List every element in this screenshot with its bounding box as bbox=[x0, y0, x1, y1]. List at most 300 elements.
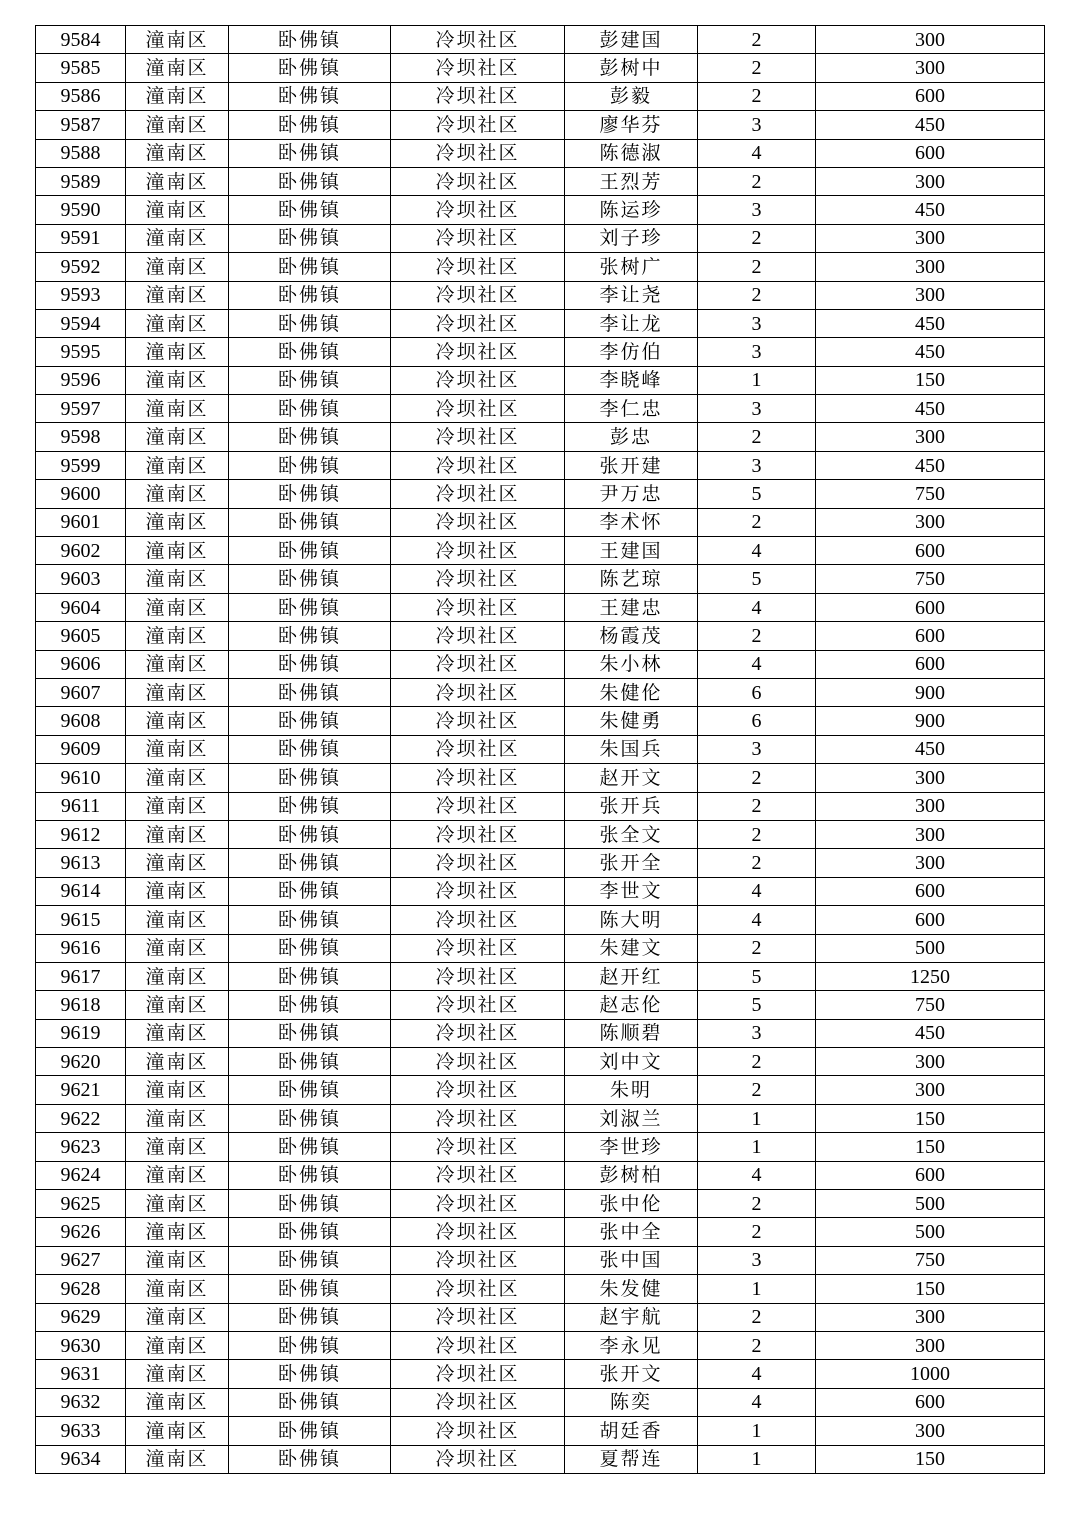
persons-cell: 1 bbox=[698, 1275, 816, 1303]
persons-cell: 2 bbox=[698, 764, 816, 792]
name-cell: 朱健勇 bbox=[565, 707, 698, 735]
table-row bbox=[36, 792, 1045, 820]
town-cell: 卧佛镇 bbox=[229, 1161, 391, 1189]
town-cell: 卧佛镇 bbox=[229, 678, 391, 706]
amount-cell: 300 bbox=[816, 253, 1045, 281]
town-cell: 卧佛镇 bbox=[229, 622, 391, 650]
district-cell: 潼南区 bbox=[126, 196, 229, 224]
table-row bbox=[36, 820, 1045, 848]
table-row bbox=[36, 1388, 1045, 1416]
name-cell: 王烈芳 bbox=[565, 167, 698, 195]
persons-cell: 3 bbox=[698, 395, 816, 423]
town-cell: 卧佛镇 bbox=[229, 735, 391, 763]
community-cell: 冷坝社区 bbox=[391, 1417, 565, 1445]
district-cell: 潼南区 bbox=[126, 1275, 229, 1303]
table-row bbox=[36, 1104, 1045, 1132]
amount-cell: 500 bbox=[816, 1218, 1045, 1246]
row-number: 9587 bbox=[36, 111, 126, 139]
table-row bbox=[36, 480, 1045, 508]
town-cell: 卧佛镇 bbox=[229, 1218, 391, 1246]
community-cell: 冷坝社区 bbox=[391, 281, 565, 309]
row-number: 9612 bbox=[36, 820, 126, 848]
district-cell: 潼南区 bbox=[126, 1104, 229, 1132]
district-cell: 潼南区 bbox=[126, 1190, 229, 1218]
table-row bbox=[36, 650, 1045, 678]
district-cell: 潼南区 bbox=[126, 54, 229, 82]
persons-cell: 6 bbox=[698, 707, 816, 735]
district-cell: 潼南区 bbox=[126, 650, 229, 678]
district-cell: 潼南区 bbox=[126, 111, 229, 139]
district-cell: 潼南区 bbox=[126, 565, 229, 593]
table-row bbox=[36, 678, 1045, 706]
town-cell: 卧佛镇 bbox=[229, 537, 391, 565]
town-cell: 卧佛镇 bbox=[229, 26, 391, 54]
persons-cell: 2 bbox=[698, 820, 816, 848]
town-cell: 卧佛镇 bbox=[229, 934, 391, 962]
row-number: 9584 bbox=[36, 26, 126, 54]
district-cell: 潼南区 bbox=[126, 962, 229, 990]
row-number: 9589 bbox=[36, 167, 126, 195]
district-cell: 潼南区 bbox=[126, 451, 229, 479]
town-cell: 卧佛镇 bbox=[229, 196, 391, 224]
community-cell: 冷坝社区 bbox=[391, 537, 565, 565]
amount-cell: 500 bbox=[816, 934, 1045, 962]
table-row bbox=[36, 1019, 1045, 1047]
name-cell: 赵志伦 bbox=[565, 991, 698, 1019]
row-number: 9599 bbox=[36, 451, 126, 479]
name-cell: 王建国 bbox=[565, 537, 698, 565]
amount-cell: 300 bbox=[816, 792, 1045, 820]
town-cell: 卧佛镇 bbox=[229, 395, 391, 423]
persons-cell: 2 bbox=[698, 82, 816, 110]
community-cell: 冷坝社区 bbox=[391, 1445, 565, 1473]
name-cell: 陈艺琼 bbox=[565, 565, 698, 593]
district-cell: 潼南区 bbox=[126, 1161, 229, 1189]
district-cell: 潼南区 bbox=[126, 1360, 229, 1388]
table-row bbox=[36, 366, 1045, 394]
row-number: 9604 bbox=[36, 593, 126, 621]
town-cell: 卧佛镇 bbox=[229, 1190, 391, 1218]
amount-cell: 300 bbox=[816, 54, 1045, 82]
persons-cell: 2 bbox=[698, 792, 816, 820]
table-row bbox=[36, 54, 1045, 82]
table-row bbox=[36, 253, 1045, 281]
district-cell: 潼南区 bbox=[126, 1331, 229, 1359]
town-cell: 卧佛镇 bbox=[229, 338, 391, 366]
amount-cell: 450 bbox=[816, 111, 1045, 139]
district-cell: 潼南区 bbox=[126, 1076, 229, 1104]
persons-cell: 2 bbox=[698, 54, 816, 82]
persons-cell: 1 bbox=[698, 1104, 816, 1132]
town-cell: 卧佛镇 bbox=[229, 508, 391, 536]
name-cell: 刘中文 bbox=[565, 1048, 698, 1076]
community-cell: 冷坝社区 bbox=[391, 1133, 565, 1161]
persons-cell: 2 bbox=[698, 423, 816, 451]
table-row bbox=[36, 1161, 1045, 1189]
community-cell: 冷坝社区 bbox=[391, 1246, 565, 1274]
amount-cell: 300 bbox=[816, 820, 1045, 848]
persons-cell: 3 bbox=[698, 1019, 816, 1047]
amount-cell: 1250 bbox=[816, 962, 1045, 990]
row-number: 9629 bbox=[36, 1303, 126, 1331]
persons-cell: 2 bbox=[698, 1190, 816, 1218]
district-cell: 潼南区 bbox=[126, 395, 229, 423]
amount-cell: 150 bbox=[816, 1275, 1045, 1303]
persons-cell: 4 bbox=[698, 1161, 816, 1189]
community-cell: 冷坝社区 bbox=[391, 934, 565, 962]
name-cell: 张开全 bbox=[565, 849, 698, 877]
row-number: 9634 bbox=[36, 1445, 126, 1473]
town-cell: 卧佛镇 bbox=[229, 82, 391, 110]
town-cell: 卧佛镇 bbox=[229, 707, 391, 735]
name-cell: 陈大明 bbox=[565, 906, 698, 934]
table-row bbox=[36, 707, 1045, 735]
row-number: 9614 bbox=[36, 877, 126, 905]
town-cell: 卧佛镇 bbox=[229, 1388, 391, 1416]
town-cell: 卧佛镇 bbox=[229, 480, 391, 508]
district-cell: 潼南区 bbox=[126, 366, 229, 394]
name-cell: 陈奕 bbox=[565, 1388, 698, 1416]
table-row bbox=[36, 849, 1045, 877]
name-cell: 李世文 bbox=[565, 877, 698, 905]
table-row bbox=[36, 877, 1045, 905]
district-cell: 潼南区 bbox=[126, 792, 229, 820]
row-number: 9622 bbox=[36, 1104, 126, 1132]
roster-table bbox=[35, 25, 1045, 1474]
name-cell: 王建忠 bbox=[565, 593, 698, 621]
district-cell: 潼南区 bbox=[126, 593, 229, 621]
amount-cell: 300 bbox=[816, 1048, 1045, 1076]
persons-cell: 3 bbox=[698, 309, 816, 337]
town-cell: 卧佛镇 bbox=[229, 451, 391, 479]
town-cell: 卧佛镇 bbox=[229, 253, 391, 281]
community-cell: 冷坝社区 bbox=[391, 451, 565, 479]
community-cell: 冷坝社区 bbox=[391, 1218, 565, 1246]
persons-cell: 6 bbox=[698, 678, 816, 706]
table-row bbox=[36, 196, 1045, 224]
district-cell: 潼南区 bbox=[126, 480, 229, 508]
amount-cell: 1000 bbox=[816, 1360, 1045, 1388]
community-cell: 冷坝社区 bbox=[391, 423, 565, 451]
table-row bbox=[36, 1417, 1045, 1445]
amount-cell: 900 bbox=[816, 707, 1045, 735]
name-cell: 赵开红 bbox=[565, 962, 698, 990]
district-cell: 潼南区 bbox=[126, 877, 229, 905]
town-cell: 卧佛镇 bbox=[229, 565, 391, 593]
name-cell: 李永见 bbox=[565, 1331, 698, 1359]
amount-cell: 750 bbox=[816, 565, 1045, 593]
community-cell: 冷坝社区 bbox=[391, 253, 565, 281]
persons-cell: 2 bbox=[698, 167, 816, 195]
persons-cell: 3 bbox=[698, 1246, 816, 1274]
name-cell: 夏帮连 bbox=[565, 1445, 698, 1473]
persons-cell: 2 bbox=[698, 1076, 816, 1104]
amount-cell: 300 bbox=[816, 1417, 1045, 1445]
name-cell: 李仁忠 bbox=[565, 395, 698, 423]
name-cell: 朱明 bbox=[565, 1076, 698, 1104]
district-cell: 潼南区 bbox=[126, 338, 229, 366]
roster-body bbox=[36, 26, 1045, 1474]
name-cell: 张开文 bbox=[565, 1360, 698, 1388]
amount-cell: 600 bbox=[816, 877, 1045, 905]
persons-cell: 2 bbox=[698, 849, 816, 877]
row-number: 9597 bbox=[36, 395, 126, 423]
name-cell: 张中伦 bbox=[565, 1190, 698, 1218]
community-cell: 冷坝社区 bbox=[391, 1360, 565, 1388]
community-cell: 冷坝社区 bbox=[391, 309, 565, 337]
district-cell: 潼南区 bbox=[126, 1417, 229, 1445]
name-cell: 彭树柏 bbox=[565, 1161, 698, 1189]
row-number: 9623 bbox=[36, 1133, 126, 1161]
town-cell: 卧佛镇 bbox=[229, 991, 391, 1019]
persons-cell: 3 bbox=[698, 111, 816, 139]
name-cell: 朱健伦 bbox=[565, 678, 698, 706]
community-cell: 冷坝社区 bbox=[391, 1048, 565, 1076]
table-row bbox=[36, 423, 1045, 451]
district-cell: 潼南区 bbox=[126, 1218, 229, 1246]
table-row bbox=[36, 537, 1045, 565]
row-number: 9631 bbox=[36, 1360, 126, 1388]
district-cell: 潼南区 bbox=[126, 537, 229, 565]
town-cell: 卧佛镇 bbox=[229, 792, 391, 820]
town-cell: 卧佛镇 bbox=[229, 309, 391, 337]
district-cell: 潼南区 bbox=[126, 1445, 229, 1473]
persons-cell: 2 bbox=[698, 1331, 816, 1359]
amount-cell: 450 bbox=[816, 1019, 1045, 1047]
district-cell: 潼南区 bbox=[126, 707, 229, 735]
row-number: 9594 bbox=[36, 309, 126, 337]
row-number: 9632 bbox=[36, 1388, 126, 1416]
row-number: 9633 bbox=[36, 1417, 126, 1445]
name-cell: 张中全 bbox=[565, 1218, 698, 1246]
persons-cell: 4 bbox=[698, 537, 816, 565]
name-cell: 李术怀 bbox=[565, 508, 698, 536]
table-row bbox=[36, 1246, 1045, 1274]
name-cell: 张树广 bbox=[565, 253, 698, 281]
town-cell: 卧佛镇 bbox=[229, 1303, 391, 1331]
town-cell: 卧佛镇 bbox=[229, 281, 391, 309]
community-cell: 冷坝社区 bbox=[391, 1076, 565, 1104]
amount-cell: 300 bbox=[816, 423, 1045, 451]
district-cell: 潼南区 bbox=[126, 1388, 229, 1416]
amount-cell: 600 bbox=[816, 139, 1045, 167]
town-cell: 卧佛镇 bbox=[229, 167, 391, 195]
community-cell: 冷坝社区 bbox=[391, 111, 565, 139]
persons-cell: 3 bbox=[698, 735, 816, 763]
community-cell: 冷坝社区 bbox=[391, 224, 565, 252]
amount-cell: 300 bbox=[816, 281, 1045, 309]
amount-cell: 750 bbox=[816, 991, 1045, 1019]
amount-cell: 750 bbox=[816, 1246, 1045, 1274]
town-cell: 卧佛镇 bbox=[229, 139, 391, 167]
amount-cell: 450 bbox=[816, 196, 1045, 224]
persons-cell: 1 bbox=[698, 1417, 816, 1445]
row-number: 9588 bbox=[36, 139, 126, 167]
table-row bbox=[36, 451, 1045, 479]
persons-cell: 4 bbox=[698, 906, 816, 934]
district-cell: 潼南区 bbox=[126, 253, 229, 281]
district-cell: 潼南区 bbox=[126, 991, 229, 1019]
persons-cell: 4 bbox=[698, 593, 816, 621]
persons-cell: 3 bbox=[698, 196, 816, 224]
community-cell: 冷坝社区 bbox=[391, 1388, 565, 1416]
district-cell: 潼南区 bbox=[126, 1133, 229, 1161]
table-row bbox=[36, 167, 1045, 195]
persons-cell: 2 bbox=[698, 1303, 816, 1331]
district-cell: 潼南区 bbox=[126, 26, 229, 54]
table-row bbox=[36, 735, 1045, 763]
row-number: 9626 bbox=[36, 1218, 126, 1246]
community-cell: 冷坝社区 bbox=[391, 764, 565, 792]
town-cell: 卧佛镇 bbox=[229, 1445, 391, 1473]
town-cell: 卧佛镇 bbox=[229, 1048, 391, 1076]
amount-cell: 300 bbox=[816, 224, 1045, 252]
name-cell: 赵宇航 bbox=[565, 1303, 698, 1331]
row-number: 9630 bbox=[36, 1331, 126, 1359]
table-row bbox=[36, 338, 1045, 366]
table-row bbox=[36, 1445, 1045, 1473]
community-cell: 冷坝社区 bbox=[391, 877, 565, 905]
amount-cell: 300 bbox=[816, 849, 1045, 877]
amount-cell: 150 bbox=[816, 1445, 1045, 1473]
amount-cell: 300 bbox=[816, 1331, 1045, 1359]
district-cell: 潼南区 bbox=[126, 508, 229, 536]
community-cell: 冷坝社区 bbox=[391, 26, 565, 54]
town-cell: 卧佛镇 bbox=[229, 54, 391, 82]
district-cell: 潼南区 bbox=[126, 224, 229, 252]
amount-cell: 300 bbox=[816, 1303, 1045, 1331]
amount-cell: 900 bbox=[816, 678, 1045, 706]
town-cell: 卧佛镇 bbox=[229, 764, 391, 792]
name-cell: 陈德淑 bbox=[565, 139, 698, 167]
table-row bbox=[36, 622, 1045, 650]
community-cell: 冷坝社区 bbox=[391, 508, 565, 536]
table-row bbox=[36, 395, 1045, 423]
row-number: 9600 bbox=[36, 480, 126, 508]
district-cell: 潼南区 bbox=[126, 735, 229, 763]
table-row bbox=[36, 1048, 1045, 1076]
row-number: 9590 bbox=[36, 196, 126, 224]
table-row bbox=[36, 1275, 1045, 1303]
name-cell: 朱发健 bbox=[565, 1275, 698, 1303]
persons-cell: 2 bbox=[698, 281, 816, 309]
amount-cell: 600 bbox=[816, 537, 1045, 565]
amount-cell: 450 bbox=[816, 735, 1045, 763]
town-cell: 卧佛镇 bbox=[229, 1246, 391, 1274]
table-row bbox=[36, 1190, 1045, 1218]
table-row bbox=[36, 26, 1045, 54]
name-cell: 赵开文 bbox=[565, 764, 698, 792]
amount-cell: 300 bbox=[816, 508, 1045, 536]
row-number: 9596 bbox=[36, 366, 126, 394]
community-cell: 冷坝社区 bbox=[391, 82, 565, 110]
name-cell: 张开建 bbox=[565, 451, 698, 479]
row-number: 9609 bbox=[36, 735, 126, 763]
persons-cell: 3 bbox=[698, 451, 816, 479]
amount-cell: 450 bbox=[816, 451, 1045, 479]
persons-cell: 5 bbox=[698, 480, 816, 508]
table-row bbox=[36, 309, 1045, 337]
persons-cell: 4 bbox=[698, 1388, 816, 1416]
row-number: 9618 bbox=[36, 991, 126, 1019]
town-cell: 卧佛镇 bbox=[229, 820, 391, 848]
table-row bbox=[36, 224, 1045, 252]
row-number: 9603 bbox=[36, 565, 126, 593]
name-cell: 李仿伯 bbox=[565, 338, 698, 366]
community-cell: 冷坝社区 bbox=[391, 820, 565, 848]
amount-cell: 300 bbox=[816, 764, 1045, 792]
district-cell: 潼南区 bbox=[126, 1246, 229, 1274]
district-cell: 潼南区 bbox=[126, 281, 229, 309]
persons-cell: 2 bbox=[698, 1048, 816, 1076]
community-cell: 冷坝社区 bbox=[391, 962, 565, 990]
town-cell: 卧佛镇 bbox=[229, 593, 391, 621]
name-cell: 彭忠 bbox=[565, 423, 698, 451]
row-number: 9611 bbox=[36, 792, 126, 820]
row-number: 9593 bbox=[36, 281, 126, 309]
community-cell: 冷坝社区 bbox=[391, 650, 565, 678]
table-row bbox=[36, 934, 1045, 962]
persons-cell: 1 bbox=[698, 366, 816, 394]
table-row bbox=[36, 281, 1045, 309]
persons-cell: 4 bbox=[698, 1360, 816, 1388]
persons-cell: 2 bbox=[698, 508, 816, 536]
persons-cell: 2 bbox=[698, 934, 816, 962]
name-cell: 张开兵 bbox=[565, 792, 698, 820]
row-number: 9624 bbox=[36, 1161, 126, 1189]
community-cell: 冷坝社区 bbox=[391, 1303, 565, 1331]
community-cell: 冷坝社区 bbox=[391, 366, 565, 394]
town-cell: 卧佛镇 bbox=[229, 877, 391, 905]
row-number: 9602 bbox=[36, 537, 126, 565]
town-cell: 卧佛镇 bbox=[229, 1275, 391, 1303]
persons-cell: 2 bbox=[698, 253, 816, 281]
town-cell: 卧佛镇 bbox=[229, 849, 391, 877]
town-cell: 卧佛镇 bbox=[229, 366, 391, 394]
row-number: 9591 bbox=[36, 224, 126, 252]
town-cell: 卧佛镇 bbox=[229, 962, 391, 990]
name-cell: 尹万忠 bbox=[565, 480, 698, 508]
amount-cell: 600 bbox=[816, 1388, 1045, 1416]
district-cell: 潼南区 bbox=[126, 622, 229, 650]
table-row bbox=[36, 565, 1045, 593]
community-cell: 冷坝社区 bbox=[391, 54, 565, 82]
row-number: 9606 bbox=[36, 650, 126, 678]
row-number: 9585 bbox=[36, 54, 126, 82]
amount-cell: 600 bbox=[816, 82, 1045, 110]
persons-cell: 1 bbox=[698, 1445, 816, 1473]
amount-cell: 500 bbox=[816, 1190, 1045, 1218]
amount-cell: 450 bbox=[816, 338, 1045, 366]
persons-cell: 4 bbox=[698, 650, 816, 678]
row-number: 9617 bbox=[36, 962, 126, 990]
community-cell: 冷坝社区 bbox=[391, 1275, 565, 1303]
row-number: 9595 bbox=[36, 338, 126, 366]
persons-cell: 5 bbox=[698, 565, 816, 593]
row-number: 9610 bbox=[36, 764, 126, 792]
name-cell: 杨霞茂 bbox=[565, 622, 698, 650]
district-cell: 潼南区 bbox=[126, 167, 229, 195]
district-cell: 潼南区 bbox=[126, 139, 229, 167]
community-cell: 冷坝社区 bbox=[391, 707, 565, 735]
community-cell: 冷坝社区 bbox=[391, 678, 565, 706]
town-cell: 卧佛镇 bbox=[229, 423, 391, 451]
town-cell: 卧佛镇 bbox=[229, 111, 391, 139]
community-cell: 冷坝社区 bbox=[391, 196, 565, 224]
district-cell: 潼南区 bbox=[126, 906, 229, 934]
district-cell: 潼南区 bbox=[126, 1303, 229, 1331]
district-cell: 潼南区 bbox=[126, 849, 229, 877]
